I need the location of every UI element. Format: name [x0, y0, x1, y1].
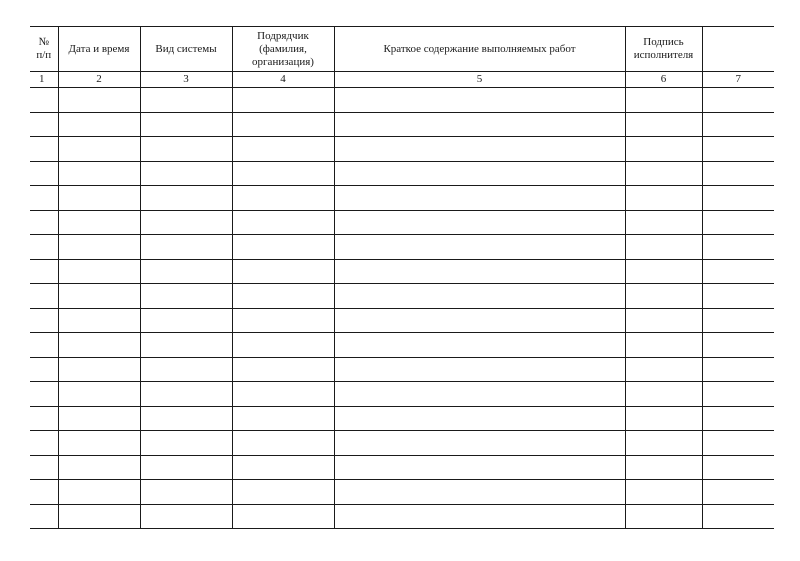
- table-cell[interactable]: [702, 480, 774, 505]
- table-cell[interactable]: [140, 88, 232, 113]
- header-cell-number: № п/п: [30, 27, 58, 72]
- table-cell[interactable]: [30, 406, 58, 431]
- table-cell[interactable]: [702, 137, 774, 162]
- table-cell[interactable]: [334, 504, 625, 529]
- table-row: [30, 480, 774, 505]
- table-cell[interactable]: [232, 210, 334, 235]
- table-cell[interactable]: [334, 284, 625, 309]
- table-cell[interactable]: [334, 382, 625, 407]
- table-cell[interactable]: [58, 235, 140, 260]
- table-cell[interactable]: [232, 504, 334, 529]
- table-row: [30, 112, 774, 137]
- table-row: [30, 382, 774, 407]
- table-row: [30, 406, 774, 431]
- table-cell[interactable]: [625, 210, 702, 235]
- table-cell[interactable]: [140, 235, 232, 260]
- table-cell[interactable]: [625, 259, 702, 284]
- table-cell[interactable]: [58, 186, 140, 211]
- table-row: [30, 88, 774, 113]
- table-cell[interactable]: [625, 406, 702, 431]
- column-number-2: 2: [58, 72, 140, 88]
- table-cell[interactable]: [140, 357, 232, 382]
- table-cell[interactable]: [58, 259, 140, 284]
- table-cell[interactable]: [30, 455, 58, 480]
- table-cell[interactable]: [58, 504, 140, 529]
- table-row: [30, 161, 774, 186]
- column-number-1: 1: [30, 72, 58, 88]
- table-cell[interactable]: [30, 112, 58, 137]
- table-cell[interactable]: [58, 112, 140, 137]
- table-cell[interactable]: [58, 455, 140, 480]
- table-cell[interactable]: [702, 431, 774, 456]
- table-cell[interactable]: [232, 284, 334, 309]
- table-cell[interactable]: [702, 406, 774, 431]
- table-cell[interactable]: [30, 357, 58, 382]
- table-cell[interactable]: [702, 284, 774, 309]
- table-cell[interactable]: [232, 137, 334, 162]
- table-cell[interactable]: [232, 88, 334, 113]
- table-cell[interactable]: [702, 186, 774, 211]
- table-cell[interactable]: [702, 235, 774, 260]
- table-cell[interactable]: [702, 333, 774, 358]
- table-cell[interactable]: [625, 480, 702, 505]
- table-cell[interactable]: [140, 480, 232, 505]
- table-cell[interactable]: [140, 308, 232, 333]
- table-cell[interactable]: [30, 431, 58, 456]
- header-cell-work-summary: Краткое содержание выполняемых работ: [334, 27, 625, 72]
- header-cell-date-time: Дата и время: [58, 27, 140, 72]
- table-cell[interactable]: [140, 161, 232, 186]
- table-cell[interactable]: [625, 137, 702, 162]
- table-cell[interactable]: [30, 480, 58, 505]
- table-cell[interactable]: [58, 210, 140, 235]
- table-cell[interactable]: [625, 235, 702, 260]
- table-cell[interactable]: [702, 308, 774, 333]
- table-cell[interactable]: [232, 186, 334, 211]
- table-cell[interactable]: [58, 382, 140, 407]
- column-number-7: 7: [702, 72, 774, 88]
- table-cell[interactable]: [334, 186, 625, 211]
- table-cell[interactable]: [140, 112, 232, 137]
- table-cell[interactable]: [140, 455, 232, 480]
- table-cell[interactable]: [232, 382, 334, 407]
- table-cell[interactable]: [334, 259, 625, 284]
- table-row: [30, 333, 774, 358]
- table-cell[interactable]: [702, 382, 774, 407]
- table-row: [30, 455, 774, 480]
- table-cell[interactable]: [625, 88, 702, 113]
- table-row: [30, 235, 774, 260]
- table-cell[interactable]: [625, 333, 702, 358]
- table-cell[interactable]: [140, 504, 232, 529]
- table-cell[interactable]: [702, 455, 774, 480]
- table-cell[interactable]: [232, 235, 334, 260]
- table-cell[interactable]: [625, 382, 702, 407]
- table-cell[interactable]: [30, 210, 58, 235]
- table-cell[interactable]: [30, 284, 58, 309]
- table-row: [30, 504, 774, 529]
- column-number-4: 4: [232, 72, 334, 88]
- table-cell[interactable]: [140, 137, 232, 162]
- table-cell[interactable]: [232, 431, 334, 456]
- table-row: [30, 431, 774, 456]
- table-cell[interactable]: [232, 406, 334, 431]
- column-number-row: [30, 72, 774, 88]
- table-cell[interactable]: [30, 382, 58, 407]
- table-cell[interactable]: [334, 210, 625, 235]
- table-cell[interactable]: [625, 455, 702, 480]
- header-cell-contractor: Подрядчик (фамилия, организация): [232, 27, 334, 72]
- table-cell[interactable]: [232, 161, 334, 186]
- table-row: [30, 357, 774, 382]
- table-cell[interactable]: [702, 210, 774, 235]
- header-cell-system-type: Вид системы: [140, 27, 232, 72]
- table-cell[interactable]: [58, 88, 140, 113]
- table-cell[interactable]: [58, 333, 140, 358]
- table-cell[interactable]: [30, 186, 58, 211]
- table-cell[interactable]: [334, 112, 625, 137]
- header-row: [30, 27, 774, 72]
- work-log-table: [30, 26, 774, 529]
- column-number-3: 3: [140, 72, 232, 88]
- table-cell[interactable]: [30, 308, 58, 333]
- table-cell[interactable]: [334, 333, 625, 358]
- table-cell[interactable]: [58, 308, 140, 333]
- table-cell[interactable]: [140, 284, 232, 309]
- table-cell[interactable]: [625, 431, 702, 456]
- table-cell[interactable]: [232, 308, 334, 333]
- table-cell[interactable]: [58, 357, 140, 382]
- table-cell[interactable]: [58, 431, 140, 456]
- table-cell[interactable]: [232, 455, 334, 480]
- table-cell[interactable]: [702, 88, 774, 113]
- table-cell[interactable]: [334, 137, 625, 162]
- column-number-6: 6: [625, 72, 702, 88]
- table-cell[interactable]: [140, 382, 232, 407]
- table-cell[interactable]: [334, 431, 625, 456]
- table-cell[interactable]: [30, 161, 58, 186]
- table-cell[interactable]: [334, 161, 625, 186]
- table-cell[interactable]: [232, 480, 334, 505]
- table-cell[interactable]: [30, 333, 58, 358]
- table-cell[interactable]: [232, 357, 334, 382]
- table-cell[interactable]: [58, 480, 140, 505]
- table-row: [30, 137, 774, 162]
- table-cell[interactable]: [702, 112, 774, 137]
- table-cell[interactable]: [140, 406, 232, 431]
- header-cell-signature: Подпись исполнителя: [625, 27, 702, 72]
- table-cell[interactable]: [232, 112, 334, 137]
- table-cell[interactable]: [140, 333, 232, 358]
- table-cell[interactable]: [140, 210, 232, 235]
- table-row: [30, 284, 774, 309]
- table-cell[interactable]: [702, 504, 774, 529]
- table-cell[interactable]: [702, 161, 774, 186]
- table-cell[interactable]: [30, 88, 58, 113]
- table-cell[interactable]: [702, 259, 774, 284]
- table-cell[interactable]: [58, 406, 140, 431]
- table-cell[interactable]: [334, 88, 625, 113]
- table-cell[interactable]: [30, 235, 58, 260]
- table-cell[interactable]: [625, 161, 702, 186]
- table-cell[interactable]: [30, 504, 58, 529]
- table-cell[interactable]: [334, 406, 625, 431]
- table-cell[interactable]: [625, 284, 702, 309]
- table-cell[interactable]: [334, 455, 625, 480]
- table-cell[interactable]: [30, 137, 58, 162]
- table-cell[interactable]: [334, 357, 625, 382]
- column-number-5: 5: [334, 72, 625, 88]
- table-row: [30, 210, 774, 235]
- table-cell[interactable]: [334, 308, 625, 333]
- table-cell[interactable]: [625, 112, 702, 137]
- table-cell[interactable]: [334, 235, 625, 260]
- table-cell[interactable]: [30, 259, 58, 284]
- table-cell[interactable]: [625, 308, 702, 333]
- table-row: [30, 186, 774, 211]
- table-cell[interactable]: [58, 284, 140, 309]
- header-cell-extra: [702, 27, 774, 72]
- table-cell[interactable]: [232, 333, 334, 358]
- table-cell[interactable]: [334, 480, 625, 505]
- table-cell[interactable]: [625, 357, 702, 382]
- table-cell[interactable]: [702, 357, 774, 382]
- table-cell[interactable]: [625, 186, 702, 211]
- table-row: [30, 259, 774, 284]
- table-cell[interactable]: [140, 259, 232, 284]
- table-cell[interactable]: [625, 504, 702, 529]
- table-cell[interactable]: [140, 431, 232, 456]
- table-cell[interactable]: [232, 259, 334, 284]
- table-row: [30, 308, 774, 333]
- table-cell[interactable]: [140, 186, 232, 211]
- table-cell[interactable]: [58, 137, 140, 162]
- table-cell[interactable]: [58, 161, 140, 186]
